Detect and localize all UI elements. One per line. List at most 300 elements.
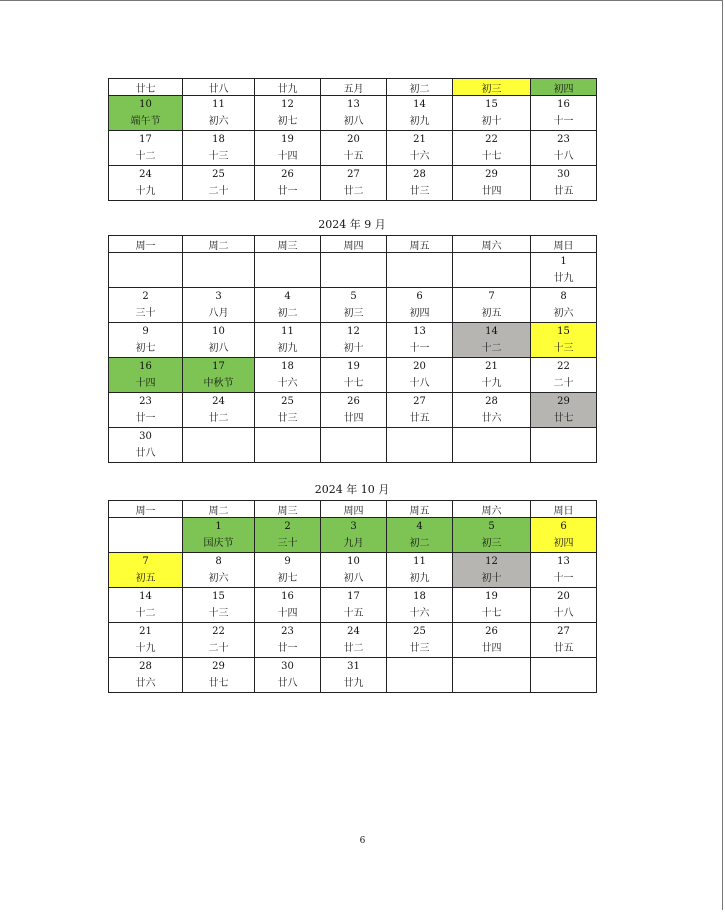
- day-number: 12: [281, 99, 294, 110]
- lunar-date: 十七: [343, 378, 364, 389]
- lunar-date: 初六: [208, 573, 229, 584]
- day-number: 17: [139, 134, 152, 145]
- lunar-date: 廿九: [343, 678, 364, 689]
- lunar-date: 初六: [208, 116, 229, 127]
- lunar-date: 廿二: [208, 413, 229, 424]
- lunar-date: 廿八: [277, 678, 298, 689]
- empty-cell: [109, 518, 183, 553]
- empty-cell: [255, 253, 321, 288]
- lunar-cell: 廿七: [109, 79, 183, 96]
- lunar-date: 十二: [135, 608, 156, 619]
- day-cell: [109, 358, 183, 393]
- lunar-date: 八月: [208, 308, 229, 319]
- day-number: 28: [485, 396, 498, 407]
- lunar-date: 初五: [135, 573, 156, 584]
- day-cell: [531, 623, 597, 658]
- day-cell: [321, 288, 387, 323]
- day-number: 9: [284, 556, 291, 567]
- lunar-date: 廿四: [481, 186, 502, 197]
- day-number: 21: [139, 626, 152, 637]
- day-cell: [387, 518, 453, 553]
- lunar-date: 廿六: [135, 678, 156, 689]
- lunar-date: 十六: [277, 378, 298, 389]
- calendar-august-partial: [108, 78, 597, 201]
- page-number: 6: [359, 836, 366, 846]
- day-number: 24: [212, 396, 225, 407]
- day-cell: [531, 518, 597, 553]
- weekday-header-cell: 周四: [321, 501, 387, 518]
- day-number: 16: [139, 361, 152, 372]
- lunar-date: 廿二: [343, 643, 364, 654]
- lunar-date: 初八: [208, 343, 229, 354]
- lunar-date: 十九: [135, 643, 156, 654]
- lunar-date: 中秋节: [203, 378, 234, 389]
- day-cell: [531, 96, 597, 131]
- day-cell: [183, 658, 255, 693]
- day-number: 19: [281, 134, 294, 145]
- lunar-date: 初三: [481, 538, 502, 549]
- day-number: 18: [413, 591, 426, 602]
- day-number: 21: [485, 361, 498, 372]
- day-cell: [321, 623, 387, 658]
- lunar-date: 十三: [208, 608, 229, 619]
- weekday-header-cell: 周三: [255, 236, 321, 253]
- day-cell: [109, 428, 183, 463]
- day-number: 25: [281, 396, 294, 407]
- weekday-header-cell: 周六: [453, 501, 531, 518]
- day-cell: [531, 166, 597, 201]
- day-number: 18: [281, 361, 294, 372]
- day-cell: [109, 658, 183, 693]
- day-number: 5: [350, 291, 357, 302]
- day-number: 20: [413, 361, 426, 372]
- lunar-date: 初九: [409, 573, 430, 584]
- lunar-date: 十二: [481, 343, 502, 354]
- day-number: 26: [281, 169, 294, 180]
- day-number: 28: [413, 169, 426, 180]
- day-cell: [183, 166, 255, 201]
- lunar-cell: 初三: [453, 79, 531, 96]
- day-number: 16: [281, 591, 294, 602]
- week-row-partial: [109, 79, 597, 96]
- day-number: 27: [413, 396, 426, 407]
- week-row: [109, 518, 597, 553]
- lunar-date: 初二: [277, 308, 298, 319]
- day-number: 3: [350, 521, 357, 532]
- lunar-date: 九月: [343, 538, 364, 549]
- week-row: [109, 288, 597, 323]
- day-number: 23: [281, 626, 294, 637]
- day-cell: [453, 588, 531, 623]
- day-cell: [387, 131, 453, 166]
- week-row: [109, 623, 597, 658]
- lunar-date: 初七: [277, 573, 298, 584]
- day-number: 14: [485, 326, 498, 337]
- day-number: 20: [557, 591, 570, 602]
- day-cell: [183, 131, 255, 166]
- day-cell: [387, 288, 453, 323]
- day-cell: [321, 393, 387, 428]
- day-number: 13: [347, 99, 360, 110]
- day-number: 10: [139, 99, 152, 110]
- day-number: 9: [142, 326, 149, 337]
- day-cell: [255, 96, 321, 131]
- day-cell: [109, 166, 183, 201]
- day-cell: [183, 553, 255, 588]
- day-number: 10: [212, 326, 225, 337]
- day-cell: [387, 358, 453, 393]
- day-cell: [453, 131, 531, 166]
- lunar-cell: 廿八: [183, 79, 255, 96]
- lunar-date: 初八: [343, 116, 364, 127]
- empty-cell: [453, 253, 531, 288]
- day-number: 21: [413, 134, 426, 145]
- month-title-september: 2024 年 9 月: [318, 218, 386, 231]
- day-number: 14: [139, 591, 152, 602]
- day-cell: [321, 166, 387, 201]
- day-number: 15: [557, 326, 570, 337]
- lunar-date: 初十: [481, 116, 502, 127]
- day-cell: [321, 323, 387, 358]
- lunar-date: 二十: [208, 186, 229, 197]
- day-number: 23: [557, 134, 570, 145]
- day-cell: [387, 393, 453, 428]
- lunar-date: 初六: [553, 308, 574, 319]
- day-cell: [531, 588, 597, 623]
- lunar-date: 二十: [553, 378, 574, 389]
- day-number: 16: [557, 99, 570, 110]
- day-cell: [321, 131, 387, 166]
- lunar-cell: 廿九: [255, 79, 321, 96]
- lunar-date: 初三: [343, 308, 364, 319]
- day-cell: [321, 658, 387, 693]
- day-number: 24: [139, 169, 152, 180]
- lunar-date: 廿一: [135, 413, 156, 424]
- day-cell: [255, 358, 321, 393]
- day-cell: [387, 166, 453, 201]
- lunar-date: 十五: [343, 151, 364, 162]
- day-cell: [321, 96, 387, 131]
- lunar-date: 十八: [553, 608, 574, 619]
- calendar-october: [108, 500, 597, 693]
- week-row: [109, 253, 597, 288]
- day-number: 20: [347, 134, 360, 145]
- day-number: 30: [557, 169, 570, 180]
- day-number: 27: [347, 169, 360, 180]
- day-cell: [255, 393, 321, 428]
- day-cell: [183, 323, 255, 358]
- weekday-header-cell: 周一: [109, 501, 183, 518]
- lunar-date: 初二: [409, 538, 430, 549]
- lunar-date: 十七: [481, 608, 502, 619]
- day-number: 4: [284, 291, 291, 302]
- lunar-cell: 五月: [321, 79, 387, 96]
- lunar-date: 廿三: [277, 413, 298, 424]
- week-row: [109, 428, 597, 463]
- lunar-date: 十七: [481, 151, 502, 162]
- lunar-date: 初八: [343, 573, 364, 584]
- day-number: 3: [215, 291, 222, 302]
- lunar-date: 初七: [135, 343, 156, 354]
- day-cell: [531, 323, 597, 358]
- day-number: 22: [485, 134, 498, 145]
- day-cell: [255, 588, 321, 623]
- day-number: 13: [557, 556, 570, 567]
- day-cell: [387, 588, 453, 623]
- day-number: 26: [347, 396, 360, 407]
- day-cell: [109, 288, 183, 323]
- lunar-date: 初五: [481, 308, 502, 319]
- lunar-date: 二十: [208, 643, 229, 654]
- day-cell: [531, 253, 597, 288]
- lunar-date: 廿七: [553, 413, 574, 424]
- day-number: 31: [347, 661, 360, 672]
- empty-cell: [387, 253, 453, 288]
- day-number: 25: [212, 169, 225, 180]
- day-cell: [255, 623, 321, 658]
- day-number: 28: [139, 661, 152, 672]
- day-cell: [255, 288, 321, 323]
- day-number: 22: [212, 626, 225, 637]
- day-cell: [255, 518, 321, 553]
- day-cell: [453, 553, 531, 588]
- day-number: 7: [488, 291, 495, 302]
- day-cell: [453, 358, 531, 393]
- day-cell: [321, 358, 387, 393]
- day-cell: [387, 623, 453, 658]
- day-number: 8: [215, 556, 222, 567]
- lunar-date: 十一: [553, 116, 574, 127]
- week-row: [109, 166, 597, 201]
- day-number: 17: [347, 591, 360, 602]
- day-number: 18: [212, 134, 225, 145]
- lunar-date: 廿八: [135, 448, 156, 459]
- lunar-date: 十三: [208, 151, 229, 162]
- day-cell: [387, 323, 453, 358]
- empty-cell: [453, 428, 531, 463]
- day-cell: [255, 166, 321, 201]
- lunar-date: 十一: [409, 343, 430, 354]
- day-number: 17: [212, 361, 225, 372]
- day-number: 26: [485, 626, 498, 637]
- lunar-date: 十四: [277, 151, 298, 162]
- lunar-date: 廿一: [277, 643, 298, 654]
- week-row: [109, 553, 597, 588]
- lunar-date: 廿六: [481, 413, 502, 424]
- day-cell: [531, 288, 597, 323]
- day-cell: [255, 658, 321, 693]
- week-row: [109, 323, 597, 358]
- week-row: [109, 658, 597, 693]
- weekday-header-cell: 周五: [387, 236, 453, 253]
- lunar-date: 十九: [135, 186, 156, 197]
- day-cell: [255, 553, 321, 588]
- day-cell: [453, 166, 531, 201]
- day-number: 11: [281, 326, 294, 337]
- day-number: 15: [212, 591, 225, 602]
- day-cell: [255, 131, 321, 166]
- day-cell: [531, 393, 597, 428]
- day-number: 19: [347, 361, 360, 372]
- lunar-date: 初十: [343, 343, 364, 354]
- empty-cell: [321, 253, 387, 288]
- empty-cell: [387, 428, 453, 463]
- lunar-date: 廿三: [409, 643, 430, 654]
- empty-cell: [531, 658, 597, 693]
- day-number: 7: [142, 556, 149, 567]
- day-number: 5: [488, 521, 495, 532]
- day-number: 12: [347, 326, 360, 337]
- day-number: 2: [284, 521, 291, 532]
- lunar-date: 廿五: [409, 413, 430, 424]
- day-cell: [183, 623, 255, 658]
- day-number: 29: [485, 169, 498, 180]
- day-number: 23: [139, 396, 152, 407]
- day-number: 10: [347, 556, 360, 567]
- day-number: 27: [557, 626, 570, 637]
- lunar-date: 十三: [553, 343, 574, 354]
- lunar-date: 廿五: [553, 643, 574, 654]
- day-number: 1: [215, 521, 222, 532]
- lunar-date: 十四: [135, 378, 156, 389]
- day-cell: [183, 358, 255, 393]
- lunar-date: 初十: [481, 573, 502, 584]
- day-number: 19: [485, 591, 498, 602]
- calendar-september: [108, 235, 597, 463]
- day-cell: [109, 131, 183, 166]
- weekday-header-cell: 周日: [531, 501, 597, 518]
- weekday-header-cell: 周日: [531, 236, 597, 253]
- empty-cell: [531, 428, 597, 463]
- day-number: 1: [560, 256, 567, 267]
- lunar-date: 十五: [343, 608, 364, 619]
- week-row: [109, 588, 597, 623]
- lunar-date: 初九: [409, 116, 430, 127]
- day-number: 8: [560, 291, 567, 302]
- day-cell: [183, 518, 255, 553]
- day-number: 13: [413, 326, 426, 337]
- day-number: 24: [347, 626, 360, 637]
- day-cell: [531, 358, 597, 393]
- day-number: 11: [212, 99, 225, 110]
- weekday-header-cell: 周二: [183, 501, 255, 518]
- day-cell: [321, 588, 387, 623]
- day-number: 15: [485, 99, 498, 110]
- weekday-header-cell: 周二: [183, 236, 255, 253]
- day-number: 25: [413, 626, 426, 637]
- empty-cell: [183, 428, 255, 463]
- day-cell: [387, 96, 453, 131]
- lunar-date: 初四: [553, 538, 574, 549]
- day-number: 2: [142, 291, 149, 302]
- day-cell: [531, 553, 597, 588]
- lunar-date: 廿九: [553, 273, 574, 284]
- day-cell: [453, 288, 531, 323]
- weekday-header-cell: 周六: [453, 236, 531, 253]
- day-number: 22: [557, 361, 570, 372]
- day-cell: [183, 393, 255, 428]
- empty-cell: [109, 253, 183, 288]
- day-cell: [321, 553, 387, 588]
- week-row: [109, 96, 597, 131]
- lunar-date: 廿七: [208, 678, 229, 689]
- day-cell: [453, 96, 531, 131]
- weekday-header-row: [109, 236, 597, 253]
- empty-cell: [255, 428, 321, 463]
- week-row: [109, 393, 597, 428]
- empty-cell: [321, 428, 387, 463]
- day-cell: [109, 588, 183, 623]
- month-title-october: 2024 年 10 月: [314, 483, 390, 496]
- weekday-header-row: [109, 501, 597, 518]
- weekday-header-cell: 周三: [255, 501, 321, 518]
- day-number: 29: [212, 661, 225, 672]
- day-cell: [387, 553, 453, 588]
- lunar-date: 廿一: [277, 186, 298, 197]
- day-number: 11: [413, 556, 426, 567]
- empty-cell: [453, 658, 531, 693]
- lunar-date: 三十: [277, 538, 298, 549]
- lunar-date: 初九: [277, 343, 298, 354]
- lunar-date: 十六: [409, 608, 430, 619]
- lunar-cell: 初二: [387, 79, 453, 96]
- day-cell: [453, 393, 531, 428]
- day-cell: [453, 623, 531, 658]
- empty-cell: [387, 658, 453, 693]
- day-cell: [183, 588, 255, 623]
- day-cell: [109, 553, 183, 588]
- week-row: [109, 131, 597, 166]
- day-cell: [255, 323, 321, 358]
- day-cell: [109, 323, 183, 358]
- day-cell: [109, 623, 183, 658]
- day-number: 29: [557, 396, 570, 407]
- lunar-date: 十一: [553, 573, 574, 584]
- day-cell: [453, 518, 531, 553]
- day-number: 6: [416, 291, 423, 302]
- lunar-date: 廿四: [481, 643, 502, 654]
- lunar-date: 十二: [135, 151, 156, 162]
- lunar-date: 廿二: [343, 186, 364, 197]
- lunar-date: 初四: [409, 308, 430, 319]
- day-number: 30: [139, 431, 152, 442]
- day-cell: [321, 518, 387, 553]
- empty-cell: [183, 253, 255, 288]
- day-number: 6: [560, 521, 567, 532]
- lunar-date: 国庆节: [203, 538, 234, 549]
- lunar-date: 十八: [553, 151, 574, 162]
- day-cell: [109, 96, 183, 131]
- day-cell: [531, 131, 597, 166]
- day-number: 4: [416, 521, 423, 532]
- day-cell: [453, 323, 531, 358]
- lunar-date: 端午节: [130, 116, 161, 127]
- week-row: [109, 358, 597, 393]
- lunar-date: 十四: [277, 608, 298, 619]
- lunar-date: 廿五: [553, 186, 574, 197]
- lunar-date: 廿四: [343, 413, 364, 424]
- day-number: 12: [485, 556, 498, 567]
- lunar-cell: 初四: [531, 79, 597, 96]
- lunar-date: 十六: [409, 151, 430, 162]
- lunar-date: 初七: [277, 116, 298, 127]
- day-number: 30: [281, 661, 294, 672]
- weekday-header-cell: 周四: [321, 236, 387, 253]
- lunar-date: 十九: [481, 378, 502, 389]
- day-cell: [109, 393, 183, 428]
- day-cell: [183, 288, 255, 323]
- day-cell: [183, 96, 255, 131]
